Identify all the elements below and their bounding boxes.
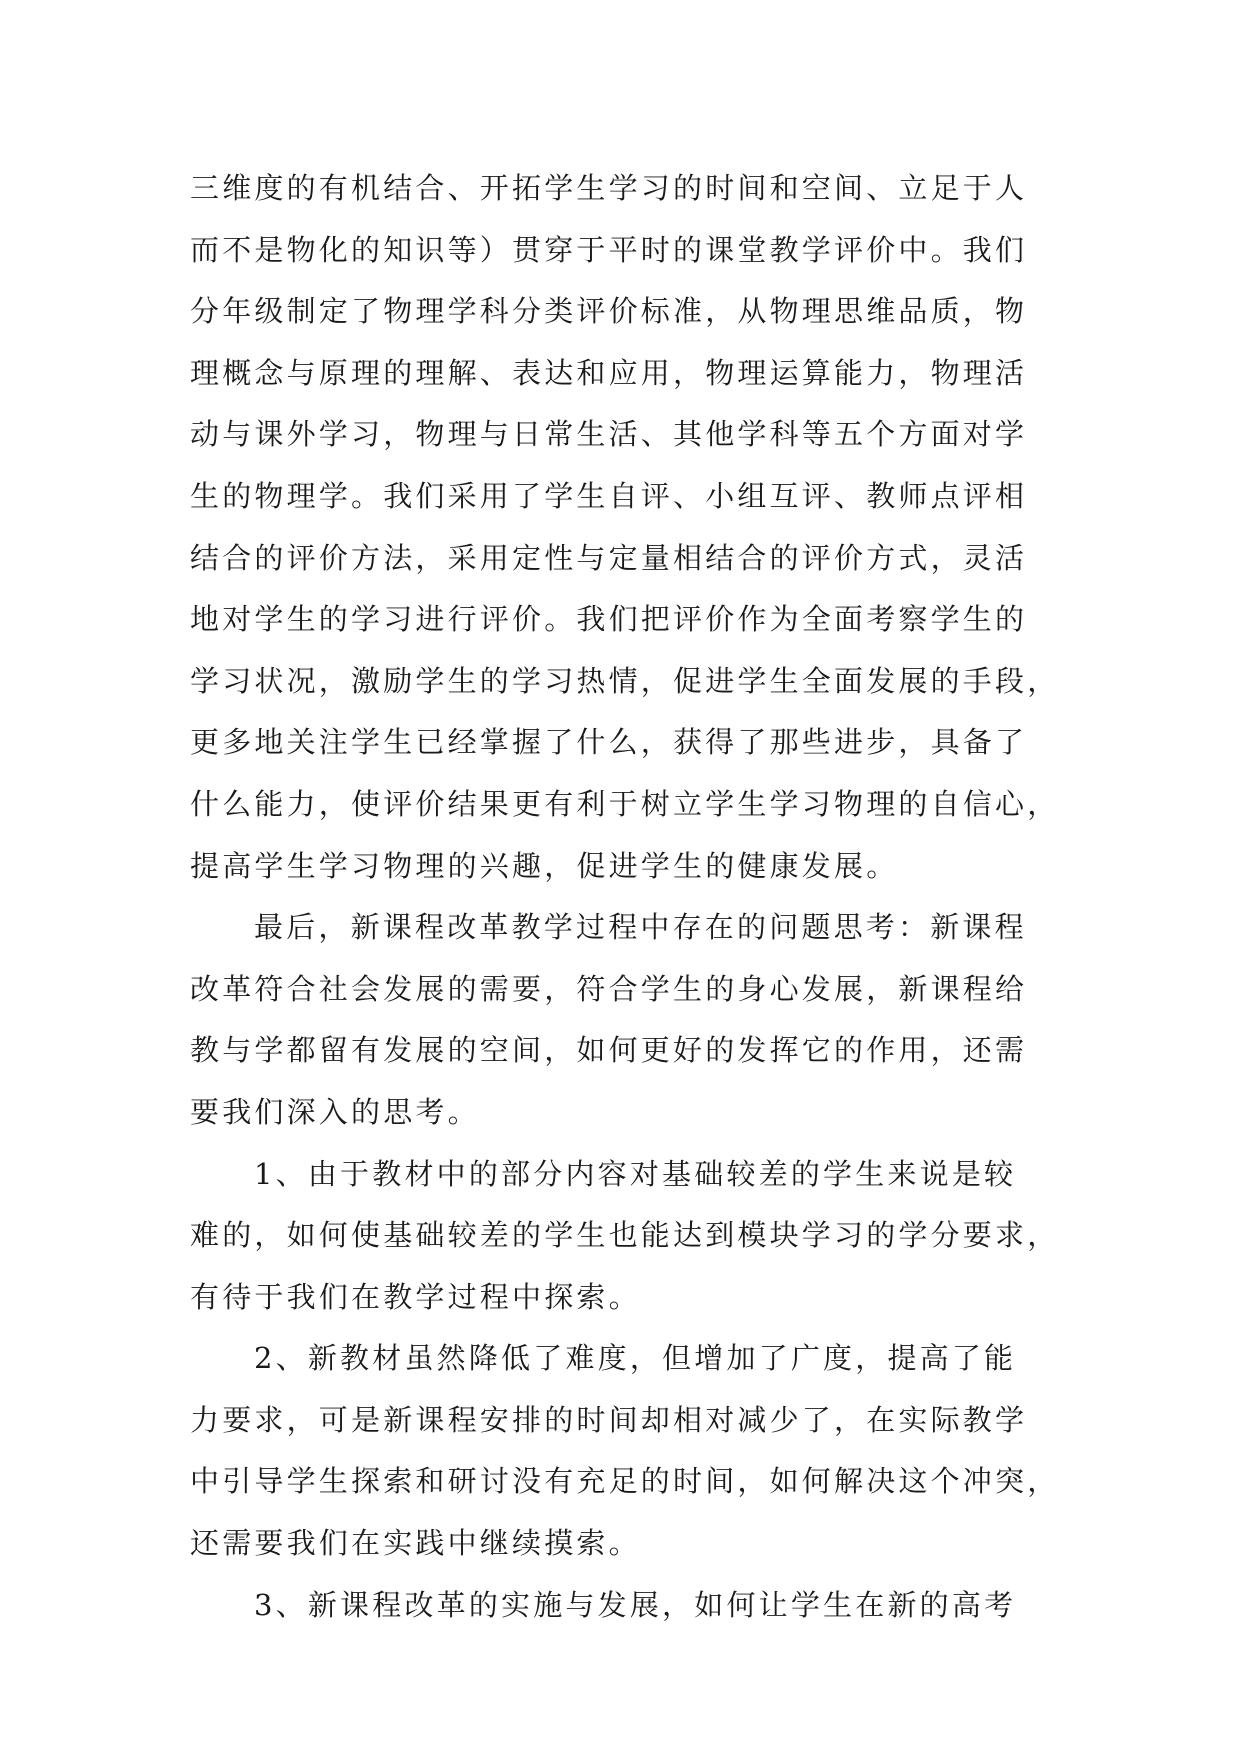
text-line: 3、新课程改革的实施与发展，如何让学生在新的高考 [254,1587,1017,1622]
text-line: 力要求，可是新课程安排的时间却相对减少了，在实际教学 [190,1402,1028,1437]
text-line: 分年级制定了物理学科分类评价标准，从物理思维品质，物 [190,294,1028,329]
text-line: 三维度的有机结合、开拓学生学习的时间和空间、立足于人 [190,171,1028,205]
text-line: 什么能力，使评价结果更有利于树立学生学习物理的自信心， [190,786,1060,821]
text-line: 理概念与原理的理解、表达和应用，物理运算能力，物理活 [190,355,1028,390]
text-line: 2、新教材虽然降低了难度，但增加了广度，提高了能 [254,1341,1017,1376]
text-line: 动与课外学习，物理与日常生活、其他学科等五个方面对学 [190,417,1028,452]
text-line: 有待于我们在教学过程中探索。 [190,1279,641,1314]
text-line: 教与学都留有发展的空间，如何更好的发挥它的作用，还需 [190,1033,1028,1068]
text-line: 结合的评价方法，采用定性与定量相结合的评价方式，灵活 [190,540,1028,575]
text-line: 还需要我们在实践中继续摸索。 [190,1526,641,1561]
text-line: 更多地关注学生已经掌握了什么，获得了那些进步，具备了 [190,725,1028,760]
text-line: 学习状况，激励学生的学习热情，促进学生全面发展的手段， [190,663,1060,698]
text-line: 1、由于教材中的部分内容对基础较差的学生来说是较 [254,1156,1017,1191]
text-line: 地对学生的学习进行评价。我们把评价作为全面考察学生的 [190,602,1028,637]
text-line: 生的物理学。我们采用了学生自评、小组互评、教师点评相 [190,478,1028,513]
text-line: 要我们深入的思考。 [190,1094,480,1129]
text-line: 提高学生学习物理的兴趣，促进学生的健康发展。 [190,848,899,883]
body-text [190,158,1060,1636]
text-line: 改革符合社会发展的需要，符合学生的身心发展，新课程给 [190,971,1028,1006]
text-line: 中引导学生探索和研讨没有充足的时间，如何解决这个冲突， [190,1464,1060,1499]
text-line: 难的，如何使基础较差的学生也能达到模块学习的学分要求， [190,1218,1060,1253]
text-line: 最后，新课程改革教学过程中存在的问题思考：新课程 [254,910,1027,945]
text-line: 而不是物化的知识等）贯穿于平时的课堂教学评价中。我们 [190,232,1028,267]
